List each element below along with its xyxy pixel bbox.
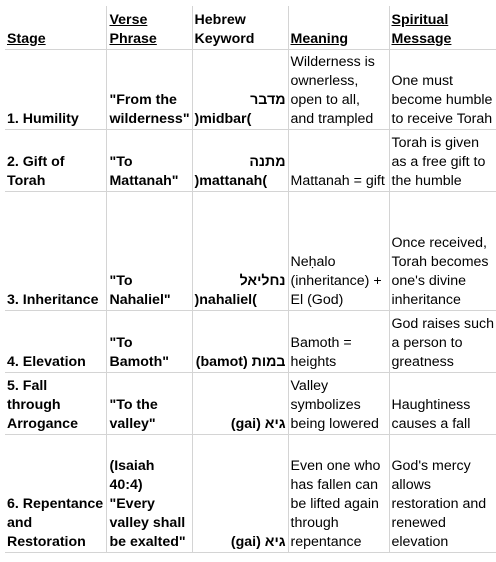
spiritual-message-cell: Haughtiness causes a fall bbox=[389, 372, 496, 434]
meaning-cell: Wilderness is ownerless, open to all, and trampled bbox=[288, 49, 389, 129]
header-meaning: Meaning bbox=[288, 6, 389, 49]
meaning-cell: Neḥalo (inheritance) + El (God) bbox=[288, 191, 389, 310]
stage-cell: 4. Elevation bbox=[5, 310, 107, 372]
meaning-cell: Valley symbolizes being lowered bbox=[288, 372, 389, 434]
header-verse-phrase: Verse Phrase bbox=[107, 6, 192, 49]
table-row bbox=[5, 372, 496, 434]
header-spiritual-message: Spiritual Message bbox=[389, 6, 496, 49]
stages-table bbox=[5, 6, 496, 553]
header-row bbox=[5, 6, 496, 49]
meaning-cell: Bamoth = heights bbox=[288, 310, 389, 372]
stage-cell: 5. Fall through Arrogance bbox=[5, 372, 107, 434]
header-hebrew-keyword: Hebrew Keyword bbox=[192, 6, 288, 49]
stage-cell: 6. Repentance and Restoration bbox=[5, 434, 107, 552]
spiritual-message-cell: Once received, Torah becomes one's divine inheritance bbox=[389, 191, 496, 310]
hebrew-keyword-cell: מתנה (mattanah) bbox=[192, 129, 288, 191]
stage-cell: 3. Inheritance bbox=[5, 191, 107, 310]
spiritual-message-cell: Torah is given as a free gift to the humble bbox=[389, 129, 496, 191]
spiritual-message-cell: God's mercy allows restoration and renewed elevation bbox=[389, 434, 496, 552]
verse-phrase-cell: (Isaiah 40:4) "Every valley shall be exalted" bbox=[107, 434, 192, 552]
hebrew-keyword-cell: גיא (gai) bbox=[192, 434, 288, 552]
header-stage: Stage bbox=[5, 6, 107, 49]
verse-phrase-cell: "To the valley" bbox=[107, 372, 192, 434]
stage-cell: 2. Gift of Torah bbox=[5, 129, 107, 191]
table-row bbox=[5, 434, 496, 552]
verse-phrase-cell: "To Nahaliel" bbox=[107, 191, 192, 310]
table-row bbox=[5, 310, 496, 372]
hebrew-keyword-cell: גיא (gai) bbox=[192, 372, 288, 434]
spiritual-message-cell: God raises such a person to greatness bbox=[389, 310, 496, 372]
hebrew-keyword-cell: נחליאל (nahaliel) bbox=[192, 191, 288, 310]
meaning-cell: Even one who has fallen can be lifted again through repentance bbox=[288, 434, 389, 552]
spiritual-message-cell: One must become humble to receive Torah bbox=[389, 49, 496, 129]
table-row bbox=[5, 191, 496, 310]
verse-phrase-cell: "From the wilderness" bbox=[107, 49, 192, 129]
meaning-cell: Mattanah = gift bbox=[288, 129, 389, 191]
table-row bbox=[5, 49, 496, 129]
stage-cell: 1. Humility bbox=[5, 49, 107, 129]
verse-phrase-cell: "To Bamoth" bbox=[107, 310, 192, 372]
hebrew-keyword-cell: מדבר (midbar) bbox=[192, 49, 288, 129]
verse-phrase-cell: "To Mattanah" bbox=[107, 129, 192, 191]
table-row bbox=[5, 129, 496, 191]
hebrew-keyword-cell: במות (bamot) bbox=[192, 310, 288, 372]
